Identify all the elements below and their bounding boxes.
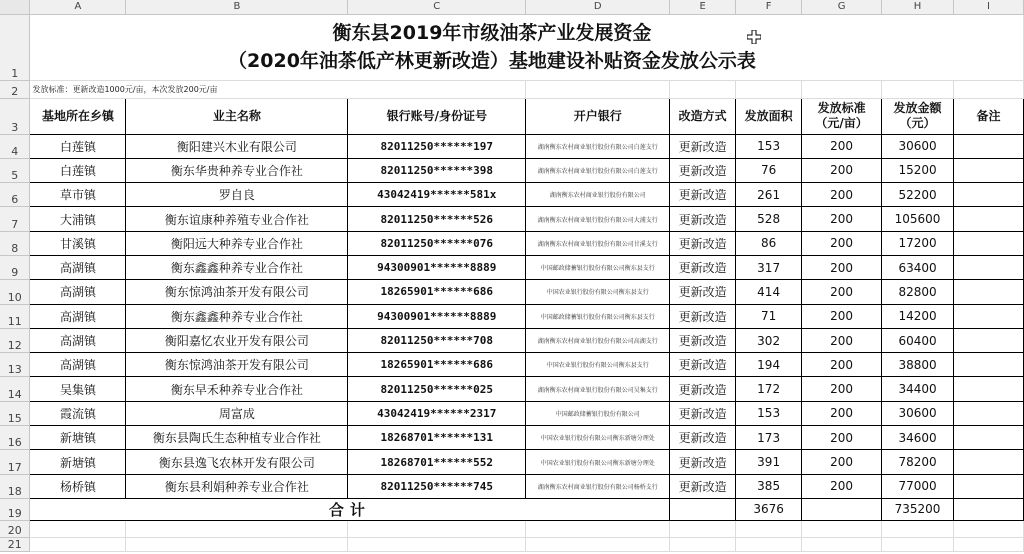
cell-area[interactable]: 317	[736, 255, 802, 279]
row-number[interactable]: 10	[0, 280, 30, 304]
row-number[interactable]: 14	[0, 377, 30, 401]
header-owner[interactable]: 业主名称	[126, 98, 348, 134]
table-row	[0, 401, 1024, 425]
cell-method[interactable]: 更新改造	[670, 377, 736, 401]
cell-account[interactable]: 82011250******745	[348, 474, 526, 498]
cell-area[interactable]: 391	[736, 450, 802, 474]
table-row	[0, 450, 1024, 474]
cell-area[interactable]: 385	[736, 474, 802, 498]
cell-account[interactable]: 94300901******8889	[348, 255, 526, 279]
column-header-h[interactable]: H	[882, 0, 954, 14]
cell-bank[interactable]: 中国农业银行股份有限公司衡东县支行	[526, 280, 670, 304]
cell-area[interactable]: 194	[736, 353, 802, 377]
cell[interactable]	[736, 537, 802, 551]
column-header-d[interactable]: D	[526, 0, 670, 14]
header-standard[interactable]	[802, 98, 882, 134]
cell-bank[interactable]: 中国农业银行股份有限公司衡东新塘分理处	[526, 426, 670, 450]
cell[interactable]	[954, 537, 1024, 551]
cell-remark[interactable]	[954, 231, 1024, 255]
cell[interactable]	[954, 14, 1024, 80]
cell-standard[interactable]: 200	[802, 255, 882, 279]
cell-bank[interactable]: 湖南衡东农村商业银行股份有限公司白莲支行	[526, 158, 670, 182]
cell-amount[interactable]: 14200	[882, 304, 954, 328]
cell-amount[interactable]: 38800	[882, 353, 954, 377]
cell-town[interactable]: 新塘镇	[30, 426, 126, 450]
cell-owner[interactable]: 衡东县逸飞农林开发有限公司	[126, 450, 348, 474]
cell-amount[interactable]: 63400	[882, 255, 954, 279]
cell[interactable]	[30, 537, 126, 551]
cell-account[interactable]: 82011250******708	[348, 328, 526, 352]
column-header-i[interactable]: I	[954, 0, 1024, 14]
header-town[interactable]: 基地所在乡镇	[30, 98, 126, 134]
cell[interactable]	[126, 537, 348, 551]
cell[interactable]	[670, 80, 736, 98]
cell-area[interactable]: 261	[736, 183, 802, 207]
cell[interactable]	[802, 537, 882, 551]
cell-account[interactable]: 82011250******398	[348, 158, 526, 182]
cell[interactable]	[526, 537, 670, 551]
cell-standard[interactable]: 200	[802, 328, 882, 352]
select-all-corner[interactable]	[0, 0, 30, 14]
cell-standard[interactable]: 200	[802, 183, 882, 207]
row-number[interactable]: 19	[0, 498, 30, 520]
cell-town[interactable]: 吴集镇	[30, 377, 126, 401]
cell-account[interactable]: 18268701******552	[348, 450, 526, 474]
table-row	[0, 353, 1024, 377]
cell-method[interactable]: 更新改造	[670, 401, 736, 425]
cell[interactable]	[526, 520, 670, 537]
cell-town[interactable]: 杨桥镇	[30, 474, 126, 498]
cell-owner[interactable]: 衡阳建兴木业有限公司	[126, 134, 348, 158]
row-number[interactable]: 11	[0, 304, 30, 328]
column-header-g[interactable]: G	[802, 0, 882, 14]
cell-owner[interactable]: 衡东县陶氏生态种植专业合作社	[126, 426, 348, 450]
cell-bank[interactable]: 湖南衡东农村商业银行股份有限公司甘溪支行	[526, 231, 670, 255]
cell-bank[interactable]: 湖南衡东农村商业银行股份有限公司吴集支行	[526, 377, 670, 401]
cell-remark[interactable]	[954, 426, 1024, 450]
cell-town[interactable]: 甘溪镇	[30, 231, 126, 255]
cell-owner[interactable]: 衡东早禾种养专业合作社	[126, 377, 348, 401]
cell-remark[interactable]	[954, 450, 1024, 474]
cell-owner[interactable]: 衡阳远大种养专业合作社	[126, 231, 348, 255]
cell-amount[interactable]: 82800	[882, 280, 954, 304]
table-row	[0, 304, 1024, 328]
row-number[interactable]: 2	[0, 80, 30, 98]
total-area[interactable]: 3676	[736, 498, 802, 520]
cell[interactable]	[954, 520, 1024, 537]
cell-bank[interactable]: 湖南衡东农村商业银行股份有限公司杨桥支行	[526, 474, 670, 498]
row-number[interactable]: 6	[0, 183, 30, 207]
cell-method[interactable]: 更新改造	[670, 231, 736, 255]
cell-standard[interactable]: 200	[802, 207, 882, 231]
cell-account[interactable]: 82011250******076	[348, 231, 526, 255]
cell-owner[interactable]: 衡东惊鸿油茶开发有限公司	[126, 280, 348, 304]
cell-account[interactable]: 82011250******526	[348, 207, 526, 231]
cell-account[interactable]: 43042419******581x	[348, 183, 526, 207]
note-cell[interactable]: 发放标准：更新改造1000元/亩，本次发放200元/亩	[30, 80, 526, 98]
cell-standard[interactable]: 200	[802, 353, 882, 377]
row-number[interactable]: 3	[0, 98, 30, 134]
row-number[interactable]: 20	[0, 520, 30, 537]
header-standard-line-1: 发放标准	[817, 101, 866, 115]
table-row	[0, 328, 1024, 352]
cell-town[interactable]: 新塘镇	[30, 450, 126, 474]
cell-amount[interactable]: 77000	[882, 474, 954, 498]
cell-owner[interactable]: 衡阳嘉忆农业开发有限公司	[126, 328, 348, 352]
cell-area[interactable]: 86	[736, 231, 802, 255]
header-area[interactable]: 发放面积	[736, 98, 802, 134]
title-line-1: 衡东县2019年市级油茶产业发展资金	[332, 22, 652, 44]
row-number[interactable]: 17	[0, 450, 30, 474]
cell[interactable]	[670, 520, 736, 537]
cell-standard[interactable]: 200	[802, 280, 882, 304]
cell-standard[interactable]: 200	[802, 158, 882, 182]
cell-method[interactable]: 更新改造	[670, 183, 736, 207]
cell-area[interactable]: 76	[736, 158, 802, 182]
cell[interactable]	[348, 537, 526, 551]
cell-town[interactable]: 高湖镇	[30, 255, 126, 279]
cell-owner[interactable]: 衡东县利娟种养专业合作社	[126, 474, 348, 498]
cell-account[interactable]: 94300901******8889	[348, 304, 526, 328]
cell-bank[interactable]: 中国邮政储蓄银行股份有限公司	[526, 401, 670, 425]
cell[interactable]	[882, 520, 954, 537]
cell-area[interactable]: 302	[736, 328, 802, 352]
header-account[interactable]: 银行账号/身份证号	[348, 98, 526, 134]
cell-town[interactable]: 高湖镇	[30, 280, 126, 304]
cell-owner[interactable]: 罗自良	[126, 183, 348, 207]
cell-select-cross-icon	[747, 30, 761, 44]
cell[interactable]	[670, 498, 736, 520]
table-row	[0, 377, 1024, 401]
cell-amount[interactable]: 78200	[882, 450, 954, 474]
row-number[interactable]: 9	[0, 255, 30, 279]
cell-method[interactable]: 更新改造	[670, 304, 736, 328]
total-amount[interactable]: 735200	[882, 498, 954, 520]
cell-remark[interactable]	[954, 207, 1024, 231]
cell-method[interactable]: 更新改造	[670, 280, 736, 304]
table-row	[0, 207, 1024, 231]
column-header-a[interactable]: A	[30, 0, 126, 14]
cell-remark[interactable]	[954, 134, 1024, 158]
cell-remark[interactable]	[954, 183, 1024, 207]
cell-town[interactable]: 白莲镇	[30, 158, 126, 182]
column-header-c[interactable]: C	[348, 0, 526, 14]
cell-town[interactable]: 霞流镇	[30, 401, 126, 425]
cell[interactable]	[126, 520, 348, 537]
row-number[interactable]: 16	[0, 426, 30, 450]
title-line-2: （2020年油茶低产林更新改造）基地建设补贴资金发放公示表	[228, 50, 756, 72]
table-row	[0, 134, 1024, 158]
cell-method[interactable]: 更新改造	[670, 450, 736, 474]
cell-owner[interactable]: 衡东惊鸿油茶开发有限公司	[126, 353, 348, 377]
cell-standard[interactable]: 200	[802, 426, 882, 450]
row-number[interactable]: 18	[0, 474, 30, 498]
cell-remark[interactable]	[954, 255, 1024, 279]
cell-town[interactable]: 高湖镇	[30, 328, 126, 352]
row-number[interactable]: 15	[0, 401, 30, 425]
cell-owner[interactable]: 衡东鑫鑫种养专业合作社	[126, 304, 348, 328]
cell-amount[interactable]: 17200	[882, 231, 954, 255]
column-header-b[interactable]: B	[126, 0, 348, 14]
cell-remark[interactable]	[954, 304, 1024, 328]
column-header-e[interactable]: E	[670, 0, 736, 14]
column-header-f[interactable]: F	[736, 0, 802, 14]
cell-amount[interactable]: 30600	[882, 401, 954, 425]
cell-area[interactable]: 528	[736, 207, 802, 231]
row-number[interactable]: 21	[0, 537, 30, 551]
cell-bank[interactable]: 湖南衡东农村商业银行股份有限公司	[526, 183, 670, 207]
cell-bank[interactable]: 中国农业银行股份有限公司衡东新塘分理处	[526, 450, 670, 474]
cell-account[interactable]: 18265901******686	[348, 353, 526, 377]
cell[interactable]	[30, 520, 126, 537]
cell-standard[interactable]: 200	[802, 474, 882, 498]
table-row	[0, 158, 1024, 182]
cell-bank[interactable]: 湖南衡东农村商业银行股份有限公司大浦支行	[526, 207, 670, 231]
header-method[interactable]: 改造方式	[670, 98, 736, 134]
cell-account[interactable]: 18268701******131	[348, 426, 526, 450]
cell-town[interactable]: 草市镇	[30, 183, 126, 207]
table-row	[0, 280, 1024, 304]
cell-remark[interactable]	[954, 353, 1024, 377]
header-amount-line-2: （元）	[899, 116, 936, 130]
cell[interactable]	[348, 520, 526, 537]
cell-method[interactable]: 更新改造	[670, 426, 736, 450]
cell[interactable]	[882, 537, 954, 551]
row-number[interactable]: 13	[0, 353, 30, 377]
cell-method[interactable]: 更新改造	[670, 474, 736, 498]
table-row	[0, 183, 1024, 207]
cell-remark[interactable]	[954, 474, 1024, 498]
row-number[interactable]: 1	[0, 14, 30, 80]
cell-method[interactable]: 更新改造	[670, 134, 736, 158]
cell-method[interactable]: 更新改造	[670, 353, 736, 377]
table-row	[0, 426, 1024, 450]
cell[interactable]	[802, 498, 882, 520]
cell-method[interactable]: 更新改造	[670, 328, 736, 352]
cell-area[interactable]: 153	[736, 401, 802, 425]
cell-amount[interactable]: 34600	[882, 426, 954, 450]
cell-owner[interactable]: 衡东鑫鑫种养专业合作社	[126, 255, 348, 279]
cell-area[interactable]: 71	[736, 304, 802, 328]
cell-account[interactable]: 82011250******025	[348, 377, 526, 401]
cell-method[interactable]: 更新改造	[670, 158, 736, 182]
row-number[interactable]: 4	[0, 134, 30, 158]
row-number[interactable]: 12	[0, 328, 30, 352]
cell-standard[interactable]: 200	[802, 450, 882, 474]
cell-remark[interactable]	[954, 328, 1024, 352]
cell-bank[interactable]: 湖南衡东农村商业银行股份有限公司高湖支行	[526, 328, 670, 352]
cell-area[interactable]: 172	[736, 377, 802, 401]
cell-method[interactable]: 更新改造	[670, 207, 736, 231]
cell[interactable]	[670, 537, 736, 551]
header-amount[interactable]	[882, 98, 954, 134]
cell-owner[interactable]: 周富成	[126, 401, 348, 425]
cell-standard[interactable]: 200	[802, 231, 882, 255]
cell-standard[interactable]: 200	[802, 134, 882, 158]
cell-amount[interactable]: 34400	[882, 377, 954, 401]
row-number[interactable]: 8	[0, 231, 30, 255]
cell[interactable]	[882, 80, 954, 98]
cell[interactable]	[736, 80, 802, 98]
cell[interactable]	[736, 520, 802, 537]
table-row	[0, 255, 1024, 279]
cell-account[interactable]: 82011250******197	[348, 134, 526, 158]
cell[interactable]	[802, 80, 882, 98]
cell-remark[interactable]	[954, 401, 1024, 425]
title-cell[interactable]	[30, 14, 954, 80]
cell-amount[interactable]: 15200	[882, 158, 954, 182]
cell-area[interactable]: 414	[736, 280, 802, 304]
column-header-row	[0, 0, 1024, 14]
cell-owner[interactable]: 衡东华贵种养专业合作社	[126, 158, 348, 182]
cell-owner[interactable]: 衡东谊康种养殖专业合作社	[126, 207, 348, 231]
header-bank[interactable]: 开户银行	[526, 98, 670, 134]
cell-bank[interactable]: 中国邮政储蓄银行股份有限公司衡东县支行	[526, 255, 670, 279]
cell[interactable]	[802, 520, 882, 537]
cell-standard[interactable]: 200	[802, 377, 882, 401]
cell-area[interactable]: 173	[736, 426, 802, 450]
cell-amount[interactable]: 30600	[882, 134, 954, 158]
cell-bank[interactable]: 湖南衡东农村商业银行股份有限公司白莲支行	[526, 134, 670, 158]
cell-method[interactable]: 更新改造	[670, 255, 736, 279]
cell-remark[interactable]	[954, 158, 1024, 182]
cell-bank[interactable]: 中国邮政储蓄银行股份有限公司衡东县支行	[526, 304, 670, 328]
row-number[interactable]: 5	[0, 158, 30, 182]
cell[interactable]	[954, 498, 1024, 520]
cell-bank[interactable]: 中国农业银行股份有限公司衡东县支行	[526, 353, 670, 377]
cell-town[interactable]: 高湖镇	[30, 353, 126, 377]
cell-account[interactable]: 43042419******2317	[348, 401, 526, 425]
cell-town[interactable]: 大浦镇	[30, 207, 126, 231]
cell-amount[interactable]: 52200	[882, 183, 954, 207]
cell-amount[interactable]: 105600	[882, 207, 954, 231]
row-number[interactable]: 7	[0, 207, 30, 231]
cell-amount[interactable]: 60400	[882, 328, 954, 352]
cell-town[interactable]: 白莲镇	[30, 134, 126, 158]
cell-area[interactable]: 153	[736, 134, 802, 158]
table-row	[0, 231, 1024, 255]
cell-remark[interactable]	[954, 377, 1024, 401]
table-row	[0, 474, 1024, 498]
cell-remark[interactable]	[954, 280, 1024, 304]
cell-standard[interactable]: 200	[802, 304, 882, 328]
header-remark[interactable]: 备注	[954, 98, 1024, 134]
cell[interactable]	[526, 80, 670, 98]
total-label[interactable]: 合计	[30, 498, 670, 520]
cell-standard[interactable]: 200	[802, 401, 882, 425]
cell-account[interactable]: 18265901******686	[348, 280, 526, 304]
header-amount-line-1: 发放金额	[893, 101, 942, 115]
cell[interactable]	[954, 80, 1024, 98]
cell-town[interactable]: 高湖镇	[30, 304, 126, 328]
header-standard-line-2: （元/亩）	[815, 116, 868, 130]
